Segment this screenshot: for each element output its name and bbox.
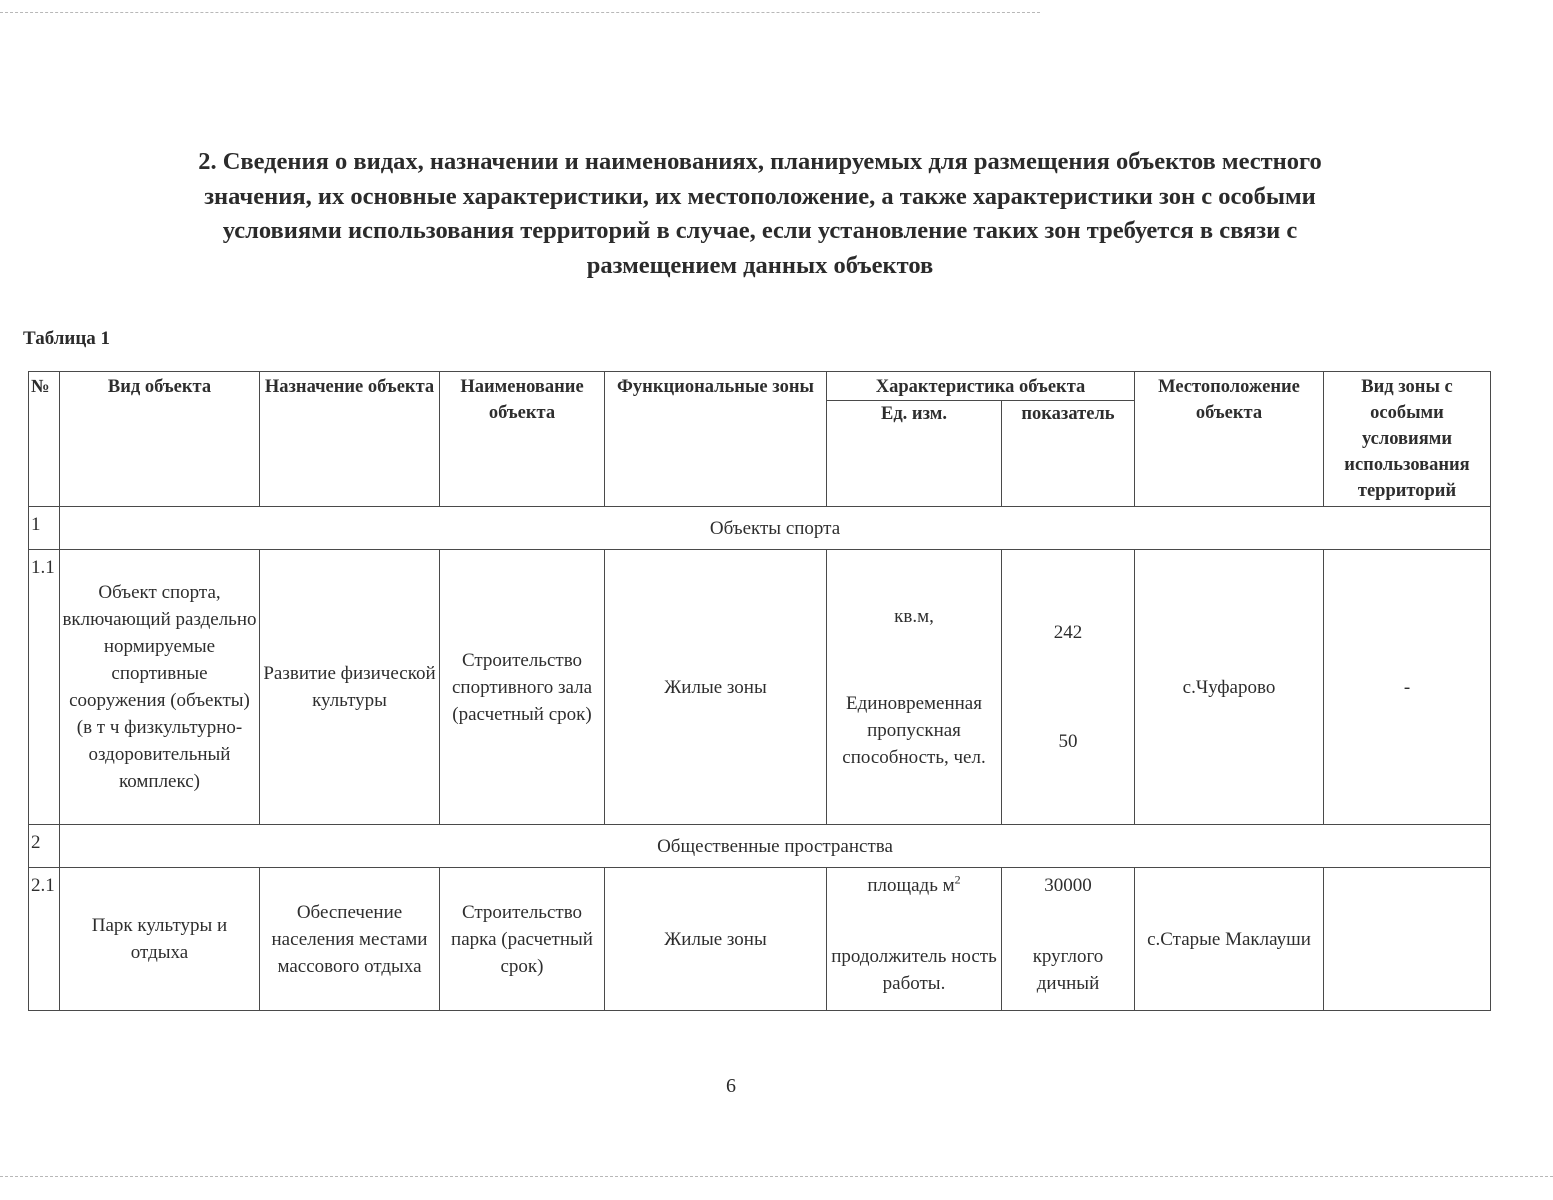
row-unit [827, 550, 1002, 825]
header-location: Местоположение объекта [1135, 372, 1324, 507]
header-special-zone: Вид зоны с особыми условиями использования территорий [1324, 372, 1491, 507]
row-zones: Жилые зоны [605, 550, 827, 825]
header-zones: Функциональные зоны [605, 372, 827, 507]
row-name: Строительство парка (расчетный срок) [440, 868, 605, 1011]
header-unit: Ед. изм. [827, 401, 1002, 507]
table-row [29, 550, 1491, 825]
scan-edge-top [0, 12, 1040, 13]
table-label: Таблица 1 [23, 328, 111, 349]
row-type: Объект спорта, включающий раздельно нормируемые спортивные сооружения (объекты) (в т ч физкультурно-оздоровительный комплекс) [60, 550, 260, 825]
row-value-1: 30000 [1044, 875, 1092, 896]
section-num: 1 [29, 507, 60, 550]
table-header-row-1 [29, 372, 1491, 401]
row-special-zone [1324, 868, 1491, 1011]
row-unit-2: продолжитель ность работы. [831, 946, 997, 994]
row-num: 1.1 [29, 550, 60, 825]
row-unit [827, 868, 1002, 1011]
section-title: Общественные пространства [60, 825, 1491, 868]
row-zones: Жилые зоны [605, 868, 827, 1011]
table-row [29, 868, 1491, 1011]
header-value: показатель [1002, 401, 1135, 507]
row-purpose: Развитие физической культуры [260, 550, 440, 825]
row-unit-1: кв.м, [894, 606, 934, 627]
header-num: № [29, 372, 60, 507]
heading-line-3: условиями использования территорий в случае, если установление таких зон требуется в связи с [222, 217, 1298, 244]
heading-line-1: 2. Сведения о видах, назначении и наименованиях, планируемых для размещения объектов местного [198, 148, 1322, 175]
row-purpose: Обеспечение населения местами массового отдыха [260, 868, 440, 1011]
row-value-1: 242 [1053, 622, 1083, 643]
row-unit-1-text: площадь м [867, 875, 955, 896]
row-value-2: 50 [1058, 731, 1078, 752]
header-name: Наименование объекта [440, 372, 605, 507]
scan-edge-bottom [0, 1176, 1553, 1177]
section-title: Объекты спорта [60, 507, 1491, 550]
section-row [29, 825, 1491, 868]
row-location: с.Старые Маклауши [1135, 868, 1324, 1011]
section-num: 2 [29, 825, 60, 868]
row-value-2: круглого дичный [1032, 946, 1104, 994]
heading-line-2: значения, их основные характеристики, их местоположение, а также характеристики зон с особыми [204, 182, 1316, 210]
row-location: с.Чуфарово [1135, 550, 1324, 825]
row-value [1002, 550, 1135, 825]
row-special-zone: - [1324, 550, 1491, 825]
row-unit-2: Единовременная пропускная способность, чел. [842, 693, 986, 768]
section-row [29, 507, 1491, 550]
row-num: 2.1 [29, 868, 60, 1011]
section-heading [30, 145, 1490, 283]
row-value [1002, 868, 1135, 1011]
header-characteristics: Характеристика объекта [827, 372, 1135, 401]
row-unit-1 [829, 872, 999, 899]
page-number: 6 [726, 1075, 736, 1097]
header-type: Вид объекта [60, 372, 260, 507]
objects-table [28, 371, 1491, 1011]
header-purpose: Назначение объекта [260, 372, 440, 507]
row-name: Строительство спортивного зала (расчетный срок) [440, 550, 605, 825]
row-unit-1-sup: 2 [954, 872, 961, 887]
heading-line-4: размещением данных объектов [586, 251, 934, 279]
row-type: Парк культуры и отдыха [60, 868, 260, 1011]
